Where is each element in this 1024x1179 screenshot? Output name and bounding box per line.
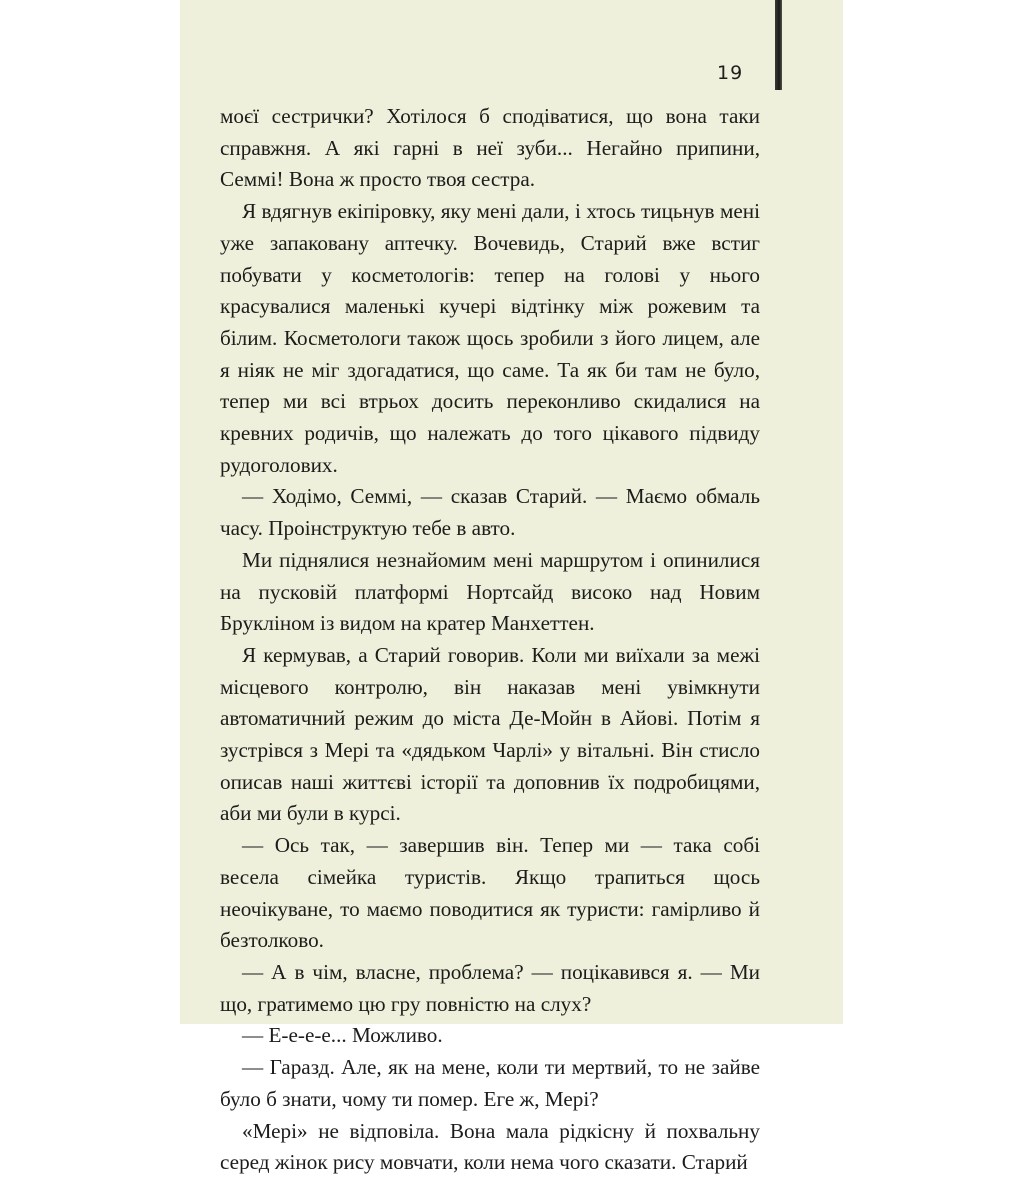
bookmark-ribbon [775, 0, 782, 90]
paragraph: Ми піднялися незнайомим мені маршрутом і опинилися на пусковій платформі Нортсайд високо над Новим Брукліном із видом на кратер Манхеттен. [220, 547, 760, 636]
paragraph: — А в чім, власне, проблема? — поцікавився я. — Ми що, гратимемо цю гру повністю на слух? [220, 959, 760, 1016]
paragraph: — Ходімо, Семмі, — сказав Старий. — Маємо обмаль часу. Проінструктую тебе в авто. [220, 484, 760, 541]
paragraph: Я кермував, а Старий говорив. Коли ми виїхали за межі місцевого контролю, він наказав мені увімкнути автоматичний режим до міста Де-Мойн в Айові. Потім я зустрівся з Мері та «дядьком Чарлі» у вітальні. Він стисло описав наші життєві історії та доповнив їх подробицями, аби ми були в курсі. [220, 642, 760, 826]
paragraph: — Гаразд. Але, як на мене, коли ти мертвий, то не зайве було б знати, чому ти помер. Еге ж, Мері? [220, 1055, 760, 1111]
paragraph: «Мері» не відповіла. Вона мала рідкісну й похвальну серед жінок рису мовчати, коли нема чого сказати. Старий [220, 1118, 760, 1175]
page-number: 19 [717, 62, 744, 84]
book-page [180, 0, 843, 1175]
paragraph: — Ось так, — завершив він. Тепер ми — така собі весела сімейка туристів. Якщо трапиться щось неочікуване, то маємо поводитися як туристи: гамірливо й безтолково. [220, 833, 760, 953]
paragraph: — Е-е-е-е... Можливо. [242, 1023, 443, 1048]
body-text [220, 101, 760, 1179]
paragraph: Я вдягнув екіпіровку, яку мені дали, і хтось тицьнув мені уже запаковану аптечку. Вочевидь, Старий вже встиг побувати у косметологів: тепер на голові у нього красувалися маленькі кучері відтінку між рожевим та білим. Косметологи також щось зробили з його лицем, але я ніяк не міг здогадатися, що саме. Та як би там не було, тепер ми всі втрьох досить переконливо скидалися на кревних родичів, що належать до того цікавого підвиду рудоголових. [220, 199, 760, 477]
paragraph: моєї сестрички? Хотілося б сподіватися, що вона таки справжня. А які гарні в неї зуби... Негайно припини, Семмі! Вона ж просто твоя сестра. [220, 104, 760, 192]
